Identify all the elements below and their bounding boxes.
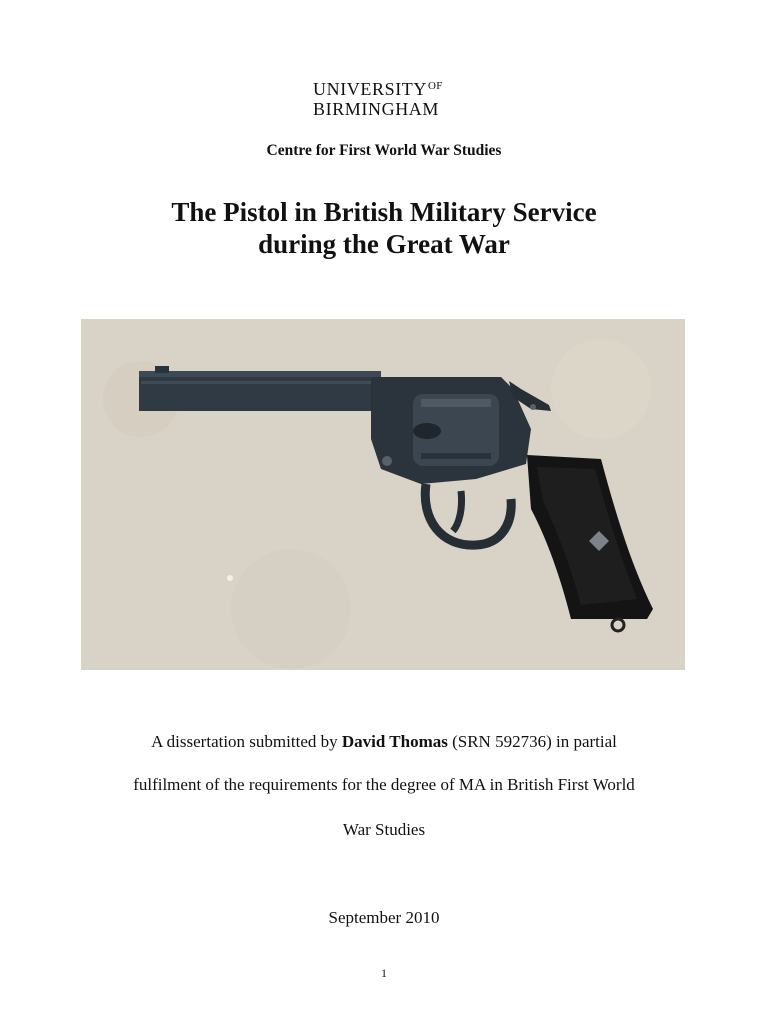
revolver-illustration <box>81 319 685 670</box>
logo-university-text: UNIVERSITY <box>313 79 427 99</box>
logo-of-text: OF <box>428 80 443 92</box>
page-number: 1 <box>381 966 387 980</box>
dissertation-statement-line-2: fulfilment of the requirements for the degree of MA in British First World <box>133 775 635 794</box>
logo-birmingham-text: BIRMINGHAM <box>313 99 440 119</box>
dissertation-statement-line-1 <box>0 731 768 753</box>
dissertation-title <box>0 196 768 260</box>
statement-suffix: (SRN 592736) in partial <box>447 732 617 751</box>
revolver-photo <box>81 319 685 670</box>
submission-date: September 2010 <box>328 908 440 927</box>
title-line-2: during the Great War <box>258 229 510 259</box>
university-logo <box>313 80 443 118</box>
centre-name: Centre for First World War Studies <box>266 142 502 159</box>
title-line-1: The Pistol in British Military Service <box>171 197 597 227</box>
dissertation-statement-line-3: War Studies <box>342 820 426 839</box>
author-name: David Thomas <box>341 732 448 751</box>
statement-prefix: A dissertation submitted by <box>151 732 342 751</box>
